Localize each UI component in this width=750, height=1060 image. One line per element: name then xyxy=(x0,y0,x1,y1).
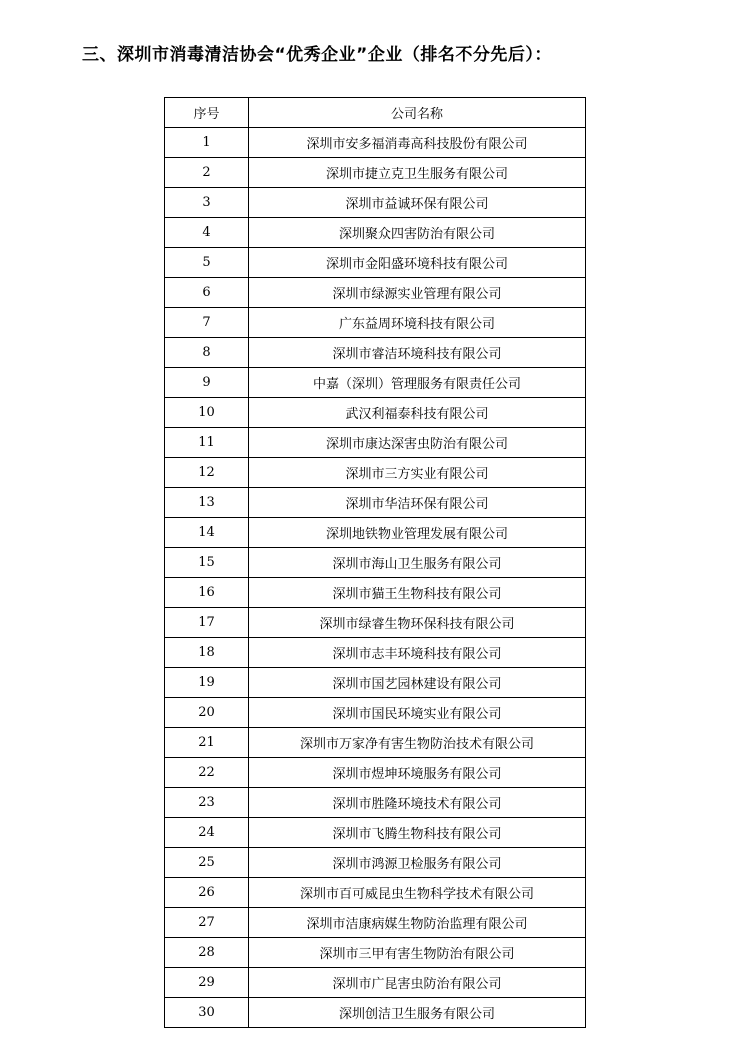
table-row xyxy=(165,548,586,578)
table-row xyxy=(165,128,586,158)
row-number: 11 xyxy=(165,428,249,458)
table-row xyxy=(165,368,586,398)
company-name: 深圳市海山卫生服务有限公司 xyxy=(249,548,586,578)
row-number: 7 xyxy=(165,308,249,338)
company-name: 深圳市鸿源卫检服务有限公司 xyxy=(249,848,586,878)
table-row xyxy=(165,308,586,338)
row-number: 23 xyxy=(165,788,249,818)
company-name: 深圳市捷立克卫生服务有限公司 xyxy=(249,158,586,188)
row-number: 25 xyxy=(165,848,249,878)
column-header-number: 序号 xyxy=(165,98,249,128)
company-table xyxy=(164,97,586,1028)
table-row xyxy=(165,458,586,488)
company-name: 深圳市国艺园林建设有限公司 xyxy=(249,668,586,698)
table-row xyxy=(165,638,586,668)
row-number: 30 xyxy=(165,998,249,1028)
company-name: 深圳市三甲有害生物防治有限公司 xyxy=(249,938,586,968)
table-row xyxy=(165,818,586,848)
row-number: 8 xyxy=(165,338,249,368)
company-name: 深圳市安多福消毒高科技股份有限公司 xyxy=(249,128,586,158)
table-row xyxy=(165,998,586,1028)
table-row xyxy=(165,788,586,818)
company-name: 深圳市志丰环境科技有限公司 xyxy=(249,638,586,668)
row-number: 2 xyxy=(165,158,249,188)
row-number: 18 xyxy=(165,638,249,668)
table-row xyxy=(165,938,586,968)
row-number: 13 xyxy=(165,488,249,518)
row-number: 12 xyxy=(165,458,249,488)
company-name: 深圳市煜坤环境服务有限公司 xyxy=(249,758,586,788)
table-row xyxy=(165,278,586,308)
row-number: 27 xyxy=(165,908,249,938)
table-body xyxy=(165,128,586,1028)
row-number: 22 xyxy=(165,758,249,788)
company-name: 深圳地铁物业管理发展有限公司 xyxy=(249,518,586,548)
row-number: 28 xyxy=(165,938,249,968)
row-number: 9 xyxy=(165,368,249,398)
company-name: 深圳市万家净有害生物防治技术有限公司 xyxy=(249,728,586,758)
company-name: 深圳市胜隆环境技术有限公司 xyxy=(249,788,586,818)
table-row xyxy=(165,338,586,368)
table-header xyxy=(165,98,586,128)
row-number: 16 xyxy=(165,578,249,608)
company-name: 深圳市国民环境实业有限公司 xyxy=(249,698,586,728)
table-row xyxy=(165,728,586,758)
company-name: 深圳市绿睿生物环保科技有限公司 xyxy=(249,608,586,638)
company-name: 深圳市康达深害虫防治有限公司 xyxy=(249,428,586,458)
section-heading: 三、深圳市消毒清洁协会“优秀企业”企业（排名不分先后）： xyxy=(82,45,552,65)
row-number: 17 xyxy=(165,608,249,638)
row-number: 3 xyxy=(165,188,249,218)
table-row xyxy=(165,758,586,788)
column-header-company-name: 公司名称 xyxy=(249,98,586,128)
row-number: 19 xyxy=(165,668,249,698)
table-row xyxy=(165,608,586,638)
company-name: 深圳市华洁环保有限公司 xyxy=(249,488,586,518)
row-number: 24 xyxy=(165,818,249,848)
table-row xyxy=(165,428,586,458)
row-number: 10 xyxy=(165,398,249,428)
row-number: 5 xyxy=(165,248,249,278)
company-name: 深圳创洁卫生服务有限公司 xyxy=(249,998,586,1028)
table-row xyxy=(165,248,586,278)
company-name: 广东益周环境科技有限公司 xyxy=(249,308,586,338)
company-name: 深圳市猫王生物科技有限公司 xyxy=(249,578,586,608)
table-row xyxy=(165,848,586,878)
company-name: 深圳市洁康病媒生物防治监理有限公司 xyxy=(249,908,586,938)
table-row xyxy=(165,698,586,728)
company-name: 深圳聚众四害防治有限公司 xyxy=(249,218,586,248)
company-name: 深圳市广昆害虫防治有限公司 xyxy=(249,968,586,998)
row-number: 4 xyxy=(165,218,249,248)
row-number: 29 xyxy=(165,968,249,998)
company-name: 深圳市绿源实业管理有限公司 xyxy=(249,278,586,308)
table-row xyxy=(165,188,586,218)
table-row xyxy=(165,668,586,698)
company-name: 深圳市睿洁环境科技有限公司 xyxy=(249,338,586,368)
company-name: 深圳市飞腾生物科技有限公司 xyxy=(249,818,586,848)
table-row xyxy=(165,218,586,248)
table-row xyxy=(165,488,586,518)
company-name: 深圳市金阳盛环境科技有限公司 xyxy=(249,248,586,278)
table-row xyxy=(165,398,586,428)
table-row xyxy=(165,968,586,998)
company-name: 深圳市益诚环保有限公司 xyxy=(249,188,586,218)
row-number: 20 xyxy=(165,698,249,728)
table-row xyxy=(165,908,586,938)
table-row xyxy=(165,578,586,608)
row-number: 1 xyxy=(165,128,249,158)
row-number: 15 xyxy=(165,548,249,578)
row-number: 6 xyxy=(165,278,249,308)
table-row xyxy=(165,158,586,188)
row-number: 14 xyxy=(165,518,249,548)
table-row xyxy=(165,518,586,548)
table-row xyxy=(165,878,586,908)
table-header-row xyxy=(165,98,586,128)
company-name: 深圳市三方实业有限公司 xyxy=(249,458,586,488)
company-name: 中嘉（深圳）管理服务有限责任公司 xyxy=(249,368,586,398)
company-name: 深圳市百可威昆虫生物科学技术有限公司 xyxy=(249,878,586,908)
row-number: 21 xyxy=(165,728,249,758)
company-name: 武汉利福泰科技有限公司 xyxy=(249,398,586,428)
row-number: 26 xyxy=(165,878,249,908)
